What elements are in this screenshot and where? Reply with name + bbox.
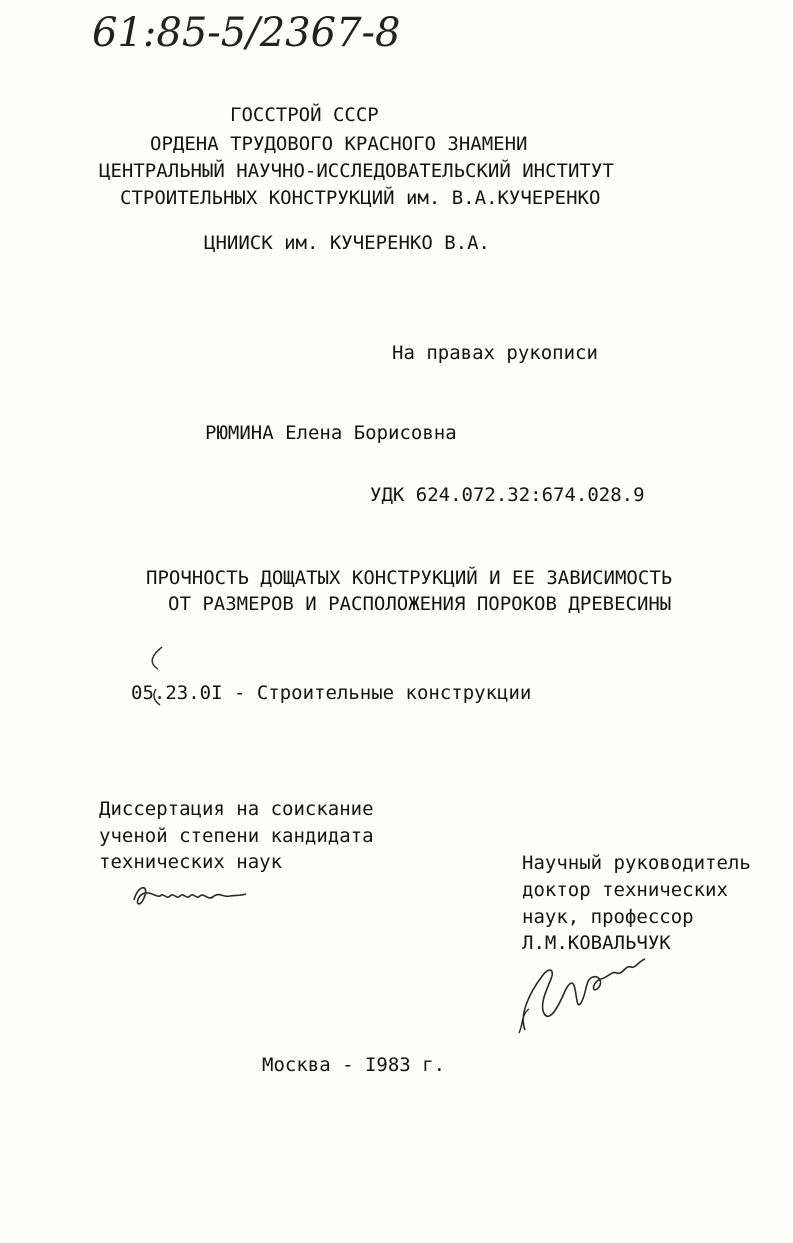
dissertation-line-3: технических наук <box>99 851 283 873</box>
author-signature <box>130 878 250 918</box>
place-and-year: Москва - I983 г. <box>262 1054 446 1076</box>
supervisor-degree-1: доктор технических <box>522 879 728 901</box>
archive-number: 61:85-5/2367-8 <box>92 10 401 56</box>
title-line-1: ПРОЧНОСТЬ ДОЩАТЫХ КОНСТРУКЦИЙ И ЕЕ ЗАВИСИМОСТЬ <box>146 567 673 589</box>
institute-line: ЦЕНТРАЛЬНЫЙ НАУЧНО-ИССЛЕДОВАТЕЛЬСКИЙ ИНСТИТУТ <box>99 160 614 182</box>
supervisor-role: Научный руководитель <box>522 852 751 874</box>
institute-short-name: ЦНИИСК им. КУЧЕРЕНКО В.А. <box>204 232 490 254</box>
dissertation-line-1: Диссертация на соискание <box>99 798 374 820</box>
manuscript-note: На правах рукописи <box>392 342 598 364</box>
institute-full-line: СТРОИТЕЛЬНЫХ КОНСТРУКЦИЙ им. В.А.КУЧЕРЕНКО <box>120 187 601 209</box>
specialty-code: 05.23.0I - Строительные конструкции <box>131 682 532 704</box>
order-line: ОРДЕНА ТРУДОВОГО КРАСНОГО ЗНАМЕНИ <box>150 133 528 155</box>
supervisor-degree-2: наук, профессор <box>522 906 694 928</box>
supervisor-signature <box>515 945 655 1040</box>
dissertation-line-2: ученой степени кандидата <box>99 825 374 847</box>
handwritten-correction-mark <box>142 645 172 707</box>
supervisor-name: Л.М.КОВАЛЬЧУК <box>522 932 671 954</box>
udc-code: УДК 624.072.32:674.028.9 <box>370 484 645 506</box>
title-line-2: ОТ РАЗМЕРОВ И РАСПОЛОЖЕНИЯ ПОРОКОВ ДРЕВЕСИНЫ <box>168 593 672 615</box>
ministry: ГОССТРОЙ СССР <box>230 104 379 126</box>
author-name: РЮМИНА Елена Борисовна <box>205 422 457 444</box>
